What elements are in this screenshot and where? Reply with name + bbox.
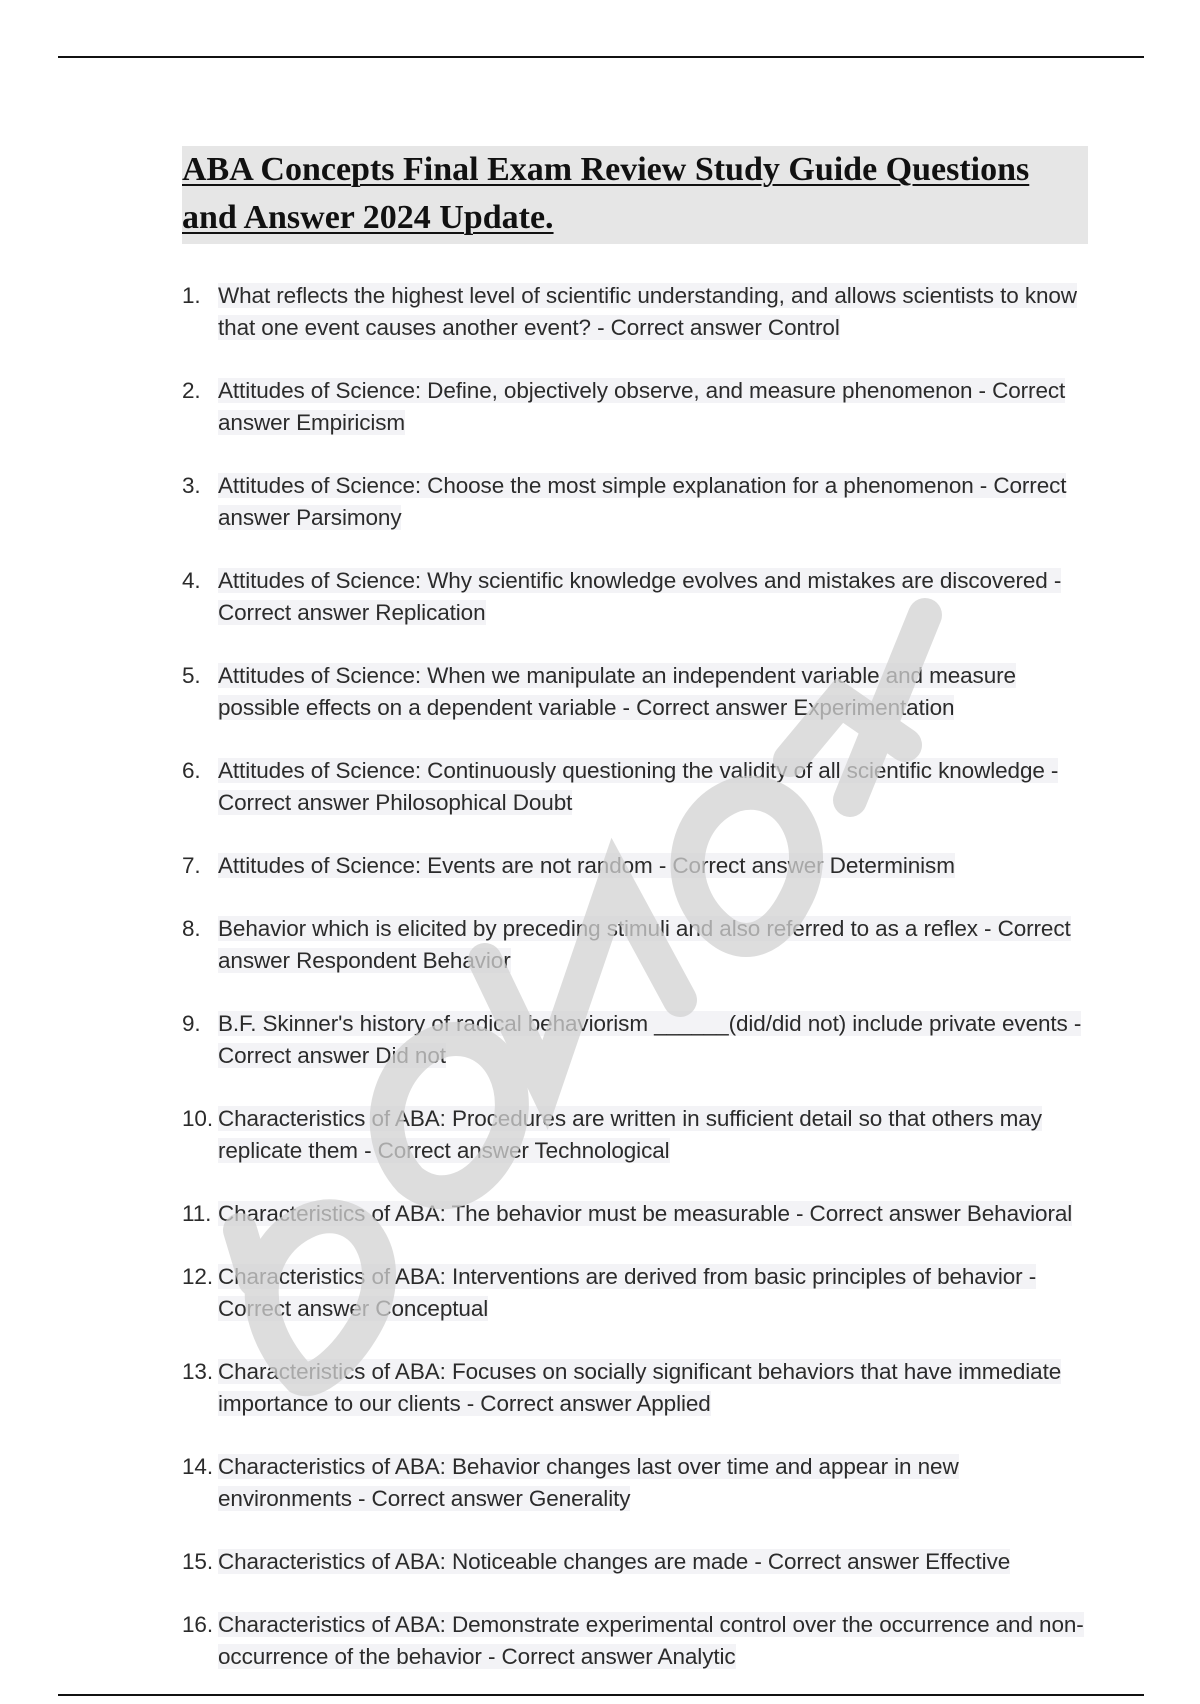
list-item	[182, 375, 1088, 439]
item-text: Characteristics of ABA: Procedures are written in sufficient detail so that others may replicate them - Correct answer Technological	[218, 1106, 1042, 1163]
item-text: Behavior which is elicited by preceding stimuli and also referred to as a reflex - Correct answer Respondent Behavior	[218, 916, 1071, 973]
item-text: Attitudes of Science: Why scientific knowledge evolves and mistakes are discovered - Correct answer Replication	[218, 568, 1062, 625]
title-block	[182, 146, 1088, 244]
item-number: 7.	[182, 853, 201, 878]
item-text: Attitudes of Science: Events are not random - Correct answer Determinism	[218, 853, 955, 878]
item-number: 15.	[182, 1549, 213, 1574]
list-item	[182, 1198, 1088, 1230]
item-text: Attitudes of Science: Continuously questioning the validity of all scientific knowledge - Correct answer Philosophical Doubt	[218, 758, 1059, 815]
item-text: Characteristics of ABA: Interventions are derived from basic principles of behavior - Correct answer Conceptual	[218, 1264, 1037, 1321]
list-item	[182, 1609, 1088, 1673]
list-item	[182, 1103, 1088, 1167]
item-text: Attitudes of Science: Define, objectively observe, and measure phenomenon - Correct answer Empiricism	[218, 378, 1066, 435]
item-text: Characteristics of ABA: Focuses on socially significant behaviors that have immediate importance to our clients - Correct answer Applied	[218, 1359, 1062, 1416]
item-text: Attitudes of Science: When we manipulate an independent variable and measure possible effects on a dependent variable - Correct answer Experimentation	[218, 663, 1016, 720]
item-number: 4.	[182, 568, 201, 593]
item-number: 16.	[182, 1612, 213, 1637]
item-number: 2.	[182, 378, 201, 403]
item-text: What reflects the highest level of scientific understanding, and allows scientists to know that one event causes another event? - Correct answer Control	[218, 283, 1077, 340]
item-number: 10.	[182, 1106, 213, 1131]
item-number: 11.	[182, 1201, 212, 1226]
question-answer-list	[182, 280, 1088, 1673]
item-number: 5.	[182, 663, 201, 688]
list-item	[182, 755, 1088, 819]
list-item	[182, 470, 1088, 534]
top-rule	[58, 56, 1144, 58]
list-item	[182, 850, 1088, 882]
item-text: Attitudes of Science: Choose the most simple explanation for a phenomenon - Correct answer Parsimony	[218, 473, 1067, 530]
list-item	[182, 280, 1088, 344]
item-number: 13.	[182, 1359, 213, 1384]
list-item	[182, 1261, 1088, 1325]
item-text: Characteristics of ABA: Noticeable changes are made - Correct answer Effective	[218, 1549, 1011, 1574]
list-item	[182, 660, 1088, 724]
list-item	[182, 1451, 1088, 1515]
item-number: 14.	[182, 1454, 213, 1479]
item-number: 8.	[182, 916, 201, 941]
item-number: 1.	[182, 283, 201, 308]
item-text: B.F. Skinner's history of radical behaviorism ______(did/did not) include private events - Correct answer Did not	[218, 1011, 1082, 1068]
item-text: Characteristics of ABA: Behavior changes last over time and appear in new environments - Correct answer Generality	[218, 1454, 959, 1511]
item-text: Characteristics of ABA: The behavior must be measurable - Correct answer Behavioral	[218, 1201, 1073, 1226]
item-number: 6.	[182, 758, 201, 783]
item-number: 12.	[182, 1264, 213, 1289]
list-item	[182, 913, 1088, 977]
list-item	[182, 565, 1088, 629]
document-page	[182, 146, 1088, 1704]
item-number: 9.	[182, 1011, 201, 1036]
item-number: 3.	[182, 473, 201, 498]
document-title: ABA Concepts Final Exam Review Study Guide Questions and Answer 2024 Update.	[182, 151, 1030, 236]
list-item	[182, 1546, 1088, 1578]
item-text: Characteristics of ABA: Demonstrate experimental control over the occurrence and non-occurrence of the behavior - Correct answer Analytic	[218, 1612, 1084, 1669]
list-item	[182, 1356, 1088, 1420]
list-item	[182, 1008, 1088, 1072]
